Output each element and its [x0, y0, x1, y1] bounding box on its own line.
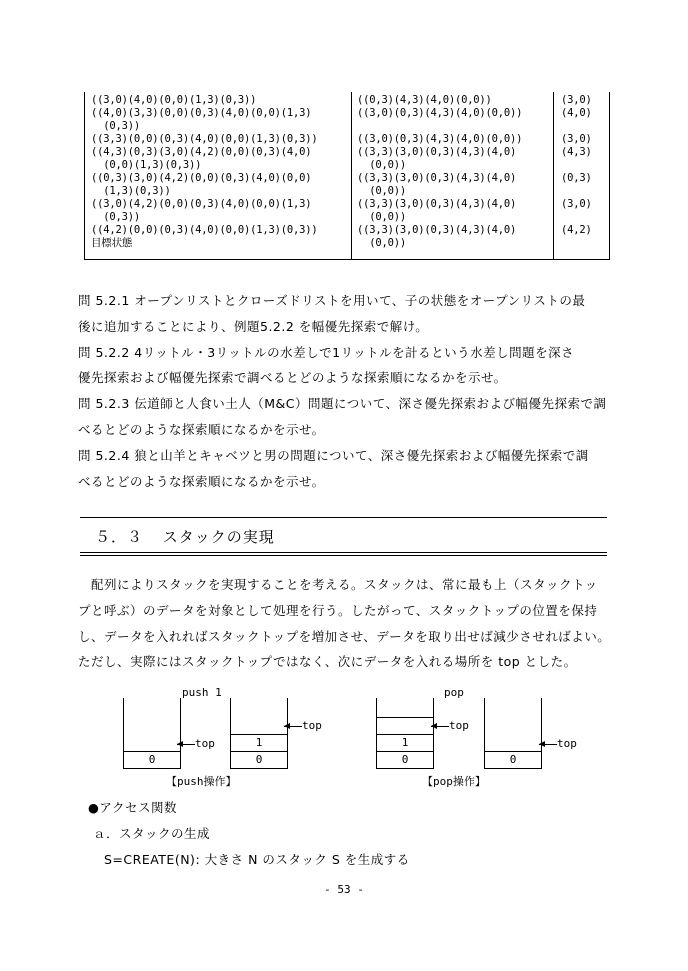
problem-line: べるとどのような探索順になるかを示せ。	[78, 473, 325, 489]
table-cell: (0,0))	[357, 159, 406, 171]
body-line: ただし、実際にはスタックトップではなく、次にデータを入れる場所を top とした。	[78, 654, 577, 670]
table-cell: (0,3)	[561, 172, 592, 184]
stack-slot: 0	[231, 751, 287, 768]
top-pointer: top	[177, 738, 215, 750]
stack-slot: 0	[485, 751, 541, 768]
table-cell: (3,0)	[561, 133, 592, 145]
section-rule-top	[80, 517, 607, 518]
table-column-states	[91, 94, 318, 250]
table-cell: ((3,3)(0,0)(0,3)(4,0)(0,0)(1,3)(0,3))	[91, 133, 318, 145]
stack-pop-after	[484, 698, 542, 769]
problem-line: 問 5.2.2 4リットル・3リットルの水差しで1リットルを計るという水差し問題を深さ	[78, 344, 575, 360]
table-column-selected	[561, 94, 592, 250]
create-description: S=CREATE(N): 大きさ N のスタック S を生成する	[104, 852, 410, 867]
body-line: プと呼ぶ）のデータを対象として処理を行う。したがって、スタックトップの位置を保持	[78, 602, 598, 618]
table-cell: 目標状態	[91, 237, 133, 249]
table-cell: (0,3))	[91, 120, 140, 132]
table-cell: ((4,2)(0,0)(0,3)(4,0)(0,0)(1,3)(0,3))	[91, 224, 318, 236]
top-pointer: top	[539, 738, 577, 750]
table-cell: (4,2)	[561, 224, 592, 236]
search-trace-table	[84, 92, 610, 260]
access-heading: ●アクセス関数	[88, 800, 178, 815]
pop-caption: 【pop操作】	[422, 775, 486, 788]
top-pointer: top	[431, 720, 469, 732]
table-cell: ((3,0)(0,3)(4,3)(4,0)(0,0))	[357, 107, 523, 119]
table-cell: ((4,0)(3,3)(0,0)(0,3)(4,0)(0,0)(1,3)	[91, 107, 312, 119]
stack-slot: 0	[377, 751, 433, 768]
section-rule-bottom-1	[80, 552, 607, 553]
table-cell	[561, 120, 592, 133]
push-caption: 【push操作】	[166, 775, 237, 788]
table-cell: ((3,3)(3,0)(0,3)(4,3)(4,0)	[357, 172, 517, 184]
section-number: ５．３	[95, 528, 144, 546]
problem-line: 問 5.2.3 伝道師と人食い土人（M&C）問題について、深さ優先探索および幅優先探索で調	[78, 396, 607, 412]
table-cell: ((3,0)(4,2)(0,0)(0,3)(4,0)(0,0)(1,3)	[91, 198, 312, 210]
table-cell: ((3,0)(4,0)(0,0)(1,3)(0,3))	[91, 94, 257, 106]
table-cell: (3,0)	[561, 198, 592, 210]
stack-push-before	[123, 698, 181, 769]
table-cell: (3,0)	[561, 94, 592, 106]
problem-line: べるとどのような探索順になるかを示せ。	[78, 421, 325, 437]
table-cell: (0,3))	[91, 211, 140, 223]
table-cell: (4,0)	[561, 107, 592, 119]
section-rule-bottom-2	[80, 555, 607, 556]
table-cell	[357, 120, 522, 133]
problem-line: 後に追加することにより、例題5.2.2 を幅優先探索で解け。	[78, 318, 429, 334]
table-cell: (0,0))	[357, 211, 406, 223]
table-cell: ((3,0)(0,3)(4,3)(4,0)(0,0))	[357, 133, 523, 145]
table-cell: ((3,3)(3,0)(0,3)(4,3)(4,0)	[357, 198, 517, 210]
table-cell: ((3,3)(3,0)(0,3)(4,3)(4,0)	[357, 224, 517, 236]
table-cell: ((4,3)(0,3)(3,0)(4,2)(0,0)(0,3)(4,0)	[91, 146, 312, 158]
page-number: - 53 -	[324, 883, 364, 896]
stack-push-after	[230, 698, 288, 769]
table-cell	[561, 237, 592, 250]
table-cell: ((0,3)(3,0)(4,2)(0,0)(0,3)(4,0)(0,0)	[91, 172, 312, 184]
table-cell: ((3,3)(3,0)(0,3)(4,3)(4,0)	[357, 146, 517, 158]
top-pointer: top	[284, 720, 322, 732]
table-cell: (0,0))	[357, 237, 406, 249]
body-line: 配列によりスタックを実現することを考える。スタックは、常に最も上（スタックトッ	[78, 577, 598, 592]
table-cell	[561, 159, 592, 172]
table-divider	[351, 92, 352, 259]
table-cell	[561, 211, 592, 224]
access-subheading: ａ．スタックの生成	[93, 826, 211, 841]
problem-line: 優先探索および幅優先探索で調べるとどのような探索順になるかを示せ。	[78, 370, 507, 386]
problem-line: 問 5.2.4 狼と山羊とキャベツと男の問題について、深さ優先探索および幅優先探索で調	[78, 447, 589, 463]
section-heading	[95, 526, 275, 547]
table-cell: ((0,3)(4,3)(4,0)(0,0))	[357, 94, 492, 106]
push-label: push 1	[182, 686, 222, 699]
table-cell: (0,0))	[357, 185, 406, 197]
stack-slot: 1	[377, 734, 433, 751]
pop-label: pop	[444, 686, 464, 699]
stack-slot: 0	[124, 751, 180, 768]
stack-pop-before	[376, 698, 434, 769]
table-cell: (0,0)(1,3)(0,3))	[91, 159, 202, 171]
table-cell: (4,3)	[561, 146, 592, 158]
body-paragraph	[78, 572, 610, 675]
stack-slot-empty	[377, 717, 433, 734]
table-column-open-list	[357, 94, 522, 250]
problem-line: 問 5.2.1 オープンリストとクローズドリストを用いて、子の状態をオープンリストの最	[78, 293, 586, 308]
table-cell: (1,3)(0,3))	[91, 185, 171, 197]
table-divider	[553, 92, 554, 259]
stack-slot: 1	[231, 734, 287, 751]
table-cell	[561, 185, 592, 198]
section-title: スタックの実現	[162, 528, 275, 546]
problem-list	[78, 288, 607, 494]
body-line: し、データを入れればスタックトップを増加させ、データを取り出せば減少させればよい。	[78, 628, 611, 644]
